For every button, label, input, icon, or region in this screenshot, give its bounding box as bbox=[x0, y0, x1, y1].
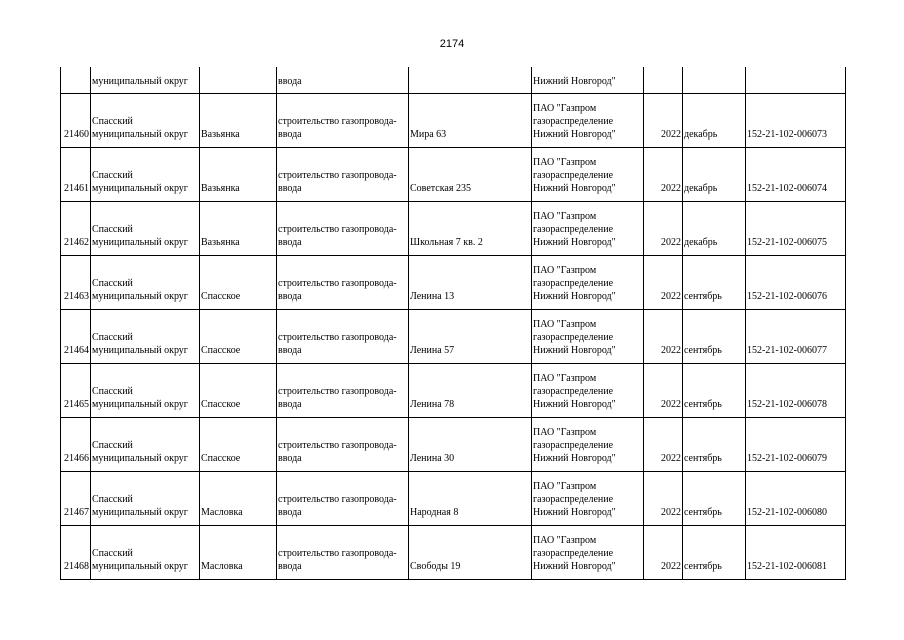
cell-month-text: сентябрь bbox=[684, 290, 722, 302]
cell-num-text: 21465 bbox=[64, 398, 89, 410]
cell-month-text: декабрь bbox=[684, 182, 718, 194]
cell-year-text: 2022 bbox=[661, 128, 681, 140]
cell-address-text: Свободы 19 bbox=[410, 560, 461, 572]
cell-year bbox=[644, 147, 683, 201]
cell-locality-text: Спасское bbox=[201, 398, 241, 410]
cell-code-text: 152-21-102-006081 bbox=[747, 560, 827, 572]
cell-month bbox=[683, 525, 746, 579]
cell-locality-text: Масловка bbox=[201, 506, 243, 518]
cell-num bbox=[61, 93, 91, 147]
cell-month bbox=[683, 201, 746, 255]
cell-num bbox=[61, 67, 91, 93]
cell-address-text: Ленина 13 bbox=[410, 290, 455, 302]
cell-address bbox=[409, 363, 532, 417]
cell-locality bbox=[200, 201, 277, 255]
cell-code bbox=[746, 201, 846, 255]
cell-code-text: 152-21-102-006077 bbox=[747, 344, 827, 356]
cell-code-text: 152-21-102-006080 bbox=[747, 506, 827, 518]
cell-district-text: Спасский муниципальный округ bbox=[92, 169, 188, 194]
table-row bbox=[61, 417, 846, 471]
cell-code bbox=[746, 255, 846, 309]
cell-district bbox=[91, 147, 200, 201]
cell-code bbox=[746, 525, 846, 579]
cell-code-text: 152-21-102-006073 bbox=[747, 128, 827, 140]
cell-year-text: 2022 bbox=[661, 236, 681, 248]
data-table bbox=[60, 67, 846, 580]
cell-company-text: ПАО "Газпром газораспределение Нижний Новгород" bbox=[533, 480, 616, 518]
table-body bbox=[61, 67, 846, 579]
cell-code bbox=[746, 93, 846, 147]
cell-address-text: Школьная 7 кв. 2 bbox=[410, 236, 483, 248]
cell-month-text: сентябрь bbox=[684, 560, 722, 572]
cell-num bbox=[61, 417, 91, 471]
cell-locality-text: Вазьянка bbox=[201, 236, 240, 248]
cell-work-text: строительство газопровода- ввода bbox=[278, 223, 397, 248]
cell-locality-text: Вазьянка bbox=[201, 128, 240, 140]
cell-district-text: Спасский муниципальный округ bbox=[92, 439, 188, 464]
cell-month-text: декабрь bbox=[684, 128, 718, 140]
cell-work bbox=[277, 363, 409, 417]
cell-district bbox=[91, 417, 200, 471]
table-row bbox=[61, 255, 846, 309]
cell-address-text: Мира 63 bbox=[410, 128, 447, 140]
cell-address-text: Ленина 78 bbox=[410, 398, 455, 410]
cell-code bbox=[746, 309, 846, 363]
cell-year bbox=[644, 67, 683, 93]
cell-district-text: Спасский муниципальный округ bbox=[92, 493, 188, 518]
cell-month bbox=[683, 309, 746, 363]
cell-address-text: Советская 235 bbox=[410, 182, 471, 194]
cell-work-text: строительство газопровода- ввода bbox=[278, 385, 397, 410]
table-row bbox=[61, 93, 846, 147]
cell-num-text: 21463 bbox=[64, 290, 89, 302]
cell-year bbox=[644, 417, 683, 471]
cell-year-text: 2022 bbox=[661, 344, 681, 356]
cell-num bbox=[61, 255, 91, 309]
cell-num bbox=[61, 525, 91, 579]
table-row bbox=[61, 147, 846, 201]
cell-company: Нижний Новгород" bbox=[532, 67, 644, 93]
cell-code bbox=[746, 363, 846, 417]
table-row-continuation bbox=[61, 67, 846, 93]
cell-company bbox=[532, 363, 644, 417]
cell-work bbox=[277, 471, 409, 525]
cell-address bbox=[409, 471, 532, 525]
cell-month bbox=[683, 363, 746, 417]
cell-year-text: 2022 bbox=[661, 290, 681, 302]
cell-code-text: 152-21-102-006079 bbox=[747, 452, 827, 464]
cell-num-text: 21464 bbox=[64, 344, 89, 356]
cell-address bbox=[409, 67, 532, 93]
cell-locality bbox=[200, 525, 277, 579]
cell-work-text: строительство газопровода- ввода bbox=[278, 439, 397, 464]
cell-year bbox=[644, 471, 683, 525]
cell-work bbox=[277, 201, 409, 255]
cell-year-text: 2022 bbox=[661, 398, 681, 410]
cell-num-text: 21461 bbox=[64, 182, 89, 194]
cell-code-text: 152-21-102-006074 bbox=[747, 182, 827, 194]
cell-year bbox=[644, 201, 683, 255]
cell-locality bbox=[200, 309, 277, 363]
cell-num-text: 21462 bbox=[64, 236, 89, 248]
cell-district bbox=[91, 525, 200, 579]
cell-month-text: сентябрь bbox=[684, 344, 722, 356]
cell-work-text: строительство газопровода- ввода bbox=[278, 115, 397, 140]
cell-company-text: ПАО "Газпром газораспределение Нижний Новгород" bbox=[533, 534, 616, 572]
cell-work bbox=[277, 309, 409, 363]
cell-work-text: строительство газопровода- ввода bbox=[278, 547, 397, 572]
cell-district-text: Спасский муниципальный округ bbox=[92, 115, 188, 140]
cell-address bbox=[409, 309, 532, 363]
cell-year-text: 2022 bbox=[661, 506, 681, 518]
cell-address bbox=[409, 525, 532, 579]
cell-code bbox=[746, 471, 846, 525]
cell-address bbox=[409, 93, 532, 147]
cell-address bbox=[409, 147, 532, 201]
cell-locality-text: Спасское bbox=[201, 452, 241, 464]
cell-company bbox=[532, 255, 644, 309]
cell-company bbox=[532, 525, 644, 579]
cell-district bbox=[91, 309, 200, 363]
cell-company-text: ПАО "Газпром газораспределение Нижний Новгород" bbox=[533, 210, 616, 248]
cell-work-text: строительство газопровода- ввода bbox=[278, 331, 397, 356]
cell-locality-text: Спасское bbox=[201, 290, 241, 302]
cell-address-text: Ленина 30 bbox=[410, 452, 455, 464]
cell-month bbox=[683, 67, 746, 93]
cell-company bbox=[532, 471, 644, 525]
table-row bbox=[61, 363, 846, 417]
cell-year bbox=[644, 93, 683, 147]
cell-locality bbox=[200, 147, 277, 201]
cell-num-text: 21460 bbox=[64, 128, 89, 140]
table-row bbox=[61, 471, 846, 525]
cell-month bbox=[683, 417, 746, 471]
cell-year-text: 2022 bbox=[661, 560, 681, 572]
cell-company-text: ПАО "Газпром газораспределение Нижний Новгород" bbox=[533, 156, 616, 194]
cell-num-text: 21467 bbox=[64, 506, 89, 518]
cell-company bbox=[532, 93, 644, 147]
cell-month-text: сентябрь bbox=[684, 398, 722, 410]
cell-address bbox=[409, 201, 532, 255]
cell-num-text: 21468 bbox=[64, 560, 89, 572]
cell-code bbox=[746, 147, 846, 201]
cell-year-text: 2022 bbox=[661, 182, 681, 194]
cell-locality bbox=[200, 363, 277, 417]
cell-district bbox=[91, 471, 200, 525]
cell-month-text: сентябрь bbox=[684, 452, 722, 464]
cell-month-text: сентябрь bbox=[684, 506, 722, 518]
cell-address bbox=[409, 417, 532, 471]
cell-locality bbox=[200, 67, 277, 93]
cell-work-text: строительство газопровода- ввода bbox=[278, 493, 397, 518]
cell-district-text: Спасский муниципальный округ bbox=[92, 331, 188, 356]
cell-address-text: Ленина 57 bbox=[410, 344, 455, 356]
cell-company bbox=[532, 147, 644, 201]
cell-num bbox=[61, 309, 91, 363]
cell-code-text: 152-21-102-006078 bbox=[747, 398, 827, 410]
cell-num-text: 21466 bbox=[64, 452, 89, 464]
cell-district bbox=[91, 255, 200, 309]
cell-district-text: Спасский муниципальный округ bbox=[92, 223, 188, 248]
cell-code-text: 152-21-102-006076 bbox=[747, 290, 827, 302]
cell-code bbox=[746, 67, 846, 93]
cell-work bbox=[277, 525, 409, 579]
cell-district bbox=[91, 363, 200, 417]
cell-company-text: ПАО "Газпром газораспределение Нижний Новгород" bbox=[533, 426, 616, 464]
cell-num bbox=[61, 201, 91, 255]
page-number: 2174 bbox=[439, 38, 465, 50]
cell-year bbox=[644, 363, 683, 417]
cell-year bbox=[644, 255, 683, 309]
cell-locality-text: Спасское bbox=[201, 344, 241, 356]
cell-company bbox=[532, 417, 644, 471]
cell-year-text: 2022 bbox=[661, 452, 681, 464]
cell-company-text: ПАО "Газпром газораспределение Нижний Новгород" bbox=[533, 102, 616, 140]
cell-company-text: ПАО "Газпром газораспределение Нижний Новгород" bbox=[533, 264, 616, 302]
cell-num bbox=[61, 471, 91, 525]
cell-company bbox=[532, 201, 644, 255]
table-row bbox=[61, 201, 846, 255]
cell-code bbox=[746, 417, 846, 471]
cell-code-text: 152-21-102-006075 bbox=[747, 236, 827, 248]
cell-work: ввода bbox=[277, 67, 409, 93]
cell-work bbox=[277, 417, 409, 471]
cell-locality bbox=[200, 417, 277, 471]
cell-district-text: Спасский муниципальный округ bbox=[92, 547, 188, 572]
cell-month bbox=[683, 147, 746, 201]
cell-address-text: Народная 8 bbox=[410, 506, 459, 518]
cell-district: муниципальный округ bbox=[91, 67, 200, 93]
cell-locality-text: Вазьянка bbox=[201, 182, 240, 194]
cell-locality bbox=[200, 471, 277, 525]
cell-locality bbox=[200, 255, 277, 309]
cell-work bbox=[277, 255, 409, 309]
cell-district-text: Спасский муниципальный округ bbox=[92, 385, 188, 410]
cell-month bbox=[683, 471, 746, 525]
cell-district bbox=[91, 201, 200, 255]
cell-company-text: ПАО "Газпром газораспределение Нижний Новгород" bbox=[533, 318, 616, 356]
cell-address bbox=[409, 255, 532, 309]
cell-work-text: строительство газопровода- ввода bbox=[278, 169, 397, 194]
cell-district bbox=[91, 93, 200, 147]
cell-locality-text: Масловка bbox=[201, 560, 243, 572]
cell-locality bbox=[200, 93, 277, 147]
cell-num bbox=[61, 363, 91, 417]
cell-month bbox=[683, 255, 746, 309]
cell-year bbox=[644, 309, 683, 363]
cell-company bbox=[532, 309, 644, 363]
cell-year bbox=[644, 525, 683, 579]
cell-work-text: строительство газопровода- ввода bbox=[278, 277, 397, 302]
table-row bbox=[61, 309, 846, 363]
cell-work bbox=[277, 93, 409, 147]
cell-district-text: Спасский муниципальный округ bbox=[92, 277, 188, 302]
table-row bbox=[61, 525, 846, 579]
cell-company-text: ПАО "Газпром газораспределение Нижний Новгород" bbox=[533, 372, 616, 410]
cell-month bbox=[683, 93, 746, 147]
cell-num bbox=[61, 147, 91, 201]
cell-month-text: декабрь bbox=[684, 236, 718, 248]
cell-work bbox=[277, 147, 409, 201]
